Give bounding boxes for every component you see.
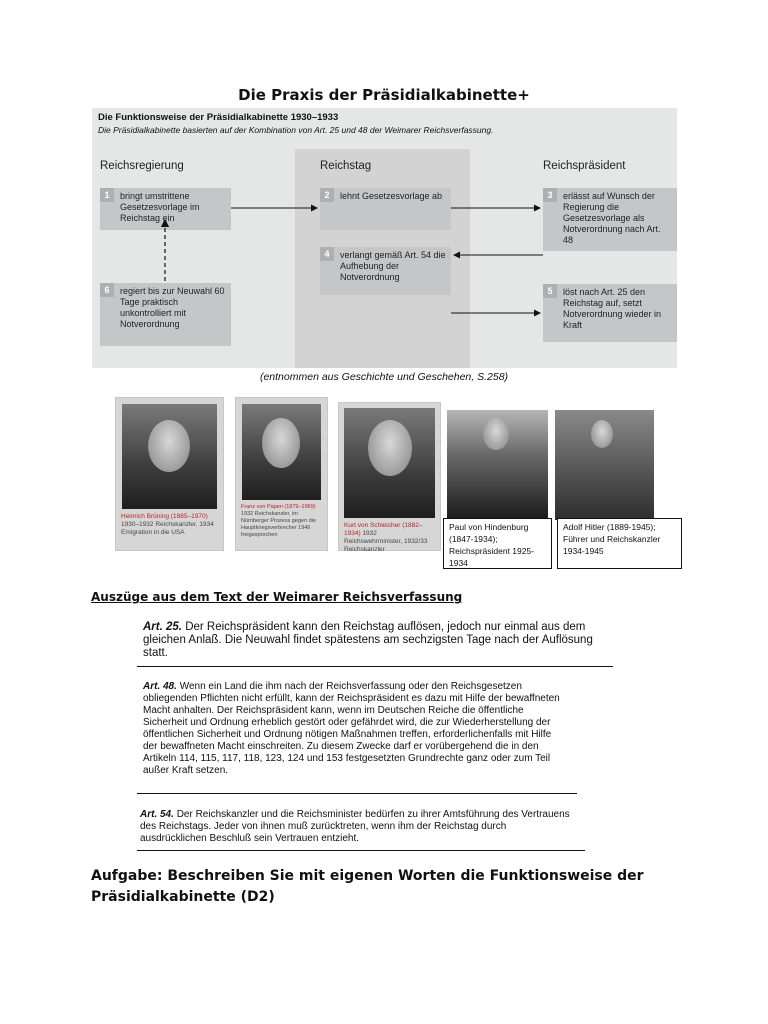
- divider: [137, 793, 577, 794]
- photo-text: 1932 Reichskanzler, im Nürnberger Prozess gegen die Hauptkriegsverbrecher 1946 freigesprochen: [241, 511, 316, 538]
- portrait-image: [122, 404, 217, 509]
- column-title-reichsregierung: Reichsregierung: [100, 160, 184, 172]
- photo-name: Franz von Papen: [241, 504, 283, 510]
- article-number: Art. 48.: [143, 681, 177, 692]
- column-title-reichstag: Reichstag: [320, 160, 372, 172]
- step-text: lehnt Gesetzesvorlage ab: [340, 191, 443, 201]
- label-hitler: Adolf Hitler (1889-1945); Führer und Reichskanzler 1934-1945: [557, 518, 682, 569]
- step-number: 5: [543, 284, 557, 298]
- divider: [137, 850, 585, 851]
- portrait-image: [242, 404, 321, 500]
- article-text: Der Reichspräsident kann den Reichstag auflösen, jedoch nur einmal aus dem gleichen Anlaß. Die Neuwahl findet spätestens am sechzigsten Tage nach der Auflösung statt.: [143, 621, 593, 659]
- step-text: regiert bis zur Neuwahl 60 Tage praktisch unkontrolliert mit Notverordnung: [120, 286, 225, 329]
- cabinet-diagram: [92, 108, 677, 368]
- photo-hitler: [555, 410, 654, 520]
- article-number: Art. 25.: [143, 621, 182, 633]
- article-number: Art. 54.: [140, 809, 174, 820]
- article-48: [143, 681, 568, 777]
- step-text: verlangt gemäß Art. 54 die Aufhebung der Notverordnung: [340, 250, 446, 282]
- photo-hindenburg: [447, 410, 548, 520]
- diagram-subtitle: Die Präsidialkabinette basierten auf der Kombination von Art. 25 und 48 der Weimarer Reichsverfassung.: [98, 125, 494, 135]
- article-54: [140, 809, 570, 845]
- divider: [137, 666, 613, 667]
- photo-years: (1879–1969): [284, 504, 316, 510]
- step-number: 1: [100, 188, 114, 202]
- photo-papen: [235, 397, 328, 551]
- step-text: löst nach Art. 25 den Reichstag auf, setzt Notverordnung wieder in Kraft: [563, 287, 662, 330]
- section-title: Auszüge aus dem Text der Weimarer Reichsverfassung: [91, 590, 463, 604]
- step-number: 4: [320, 247, 334, 261]
- step-text: bringt umstrittene Gesetzesvorlage im Reichstag ein: [120, 191, 200, 223]
- photo-name: Kurt von Schleicher: [344, 522, 401, 529]
- photo-text: 1930–1932 Reichskanzler, 1934 Emigration in die USA: [121, 521, 214, 536]
- photo-years: (1882–1934): [344, 522, 423, 537]
- diagram-arrows: [92, 108, 677, 368]
- photo-bruening: [115, 397, 224, 551]
- photo-schleicher: [338, 402, 441, 551]
- step-text: erlässt auf Wunsch der Regierung die Gesetzesvorlage als Notverordnung nach Art. 48: [563, 191, 661, 245]
- photo-years: (1885–1970): [170, 513, 208, 520]
- portrait-image: [344, 408, 435, 518]
- column-title-reichspraesident: Reichspräsident: [543, 160, 626, 172]
- step-number: 2: [320, 188, 334, 202]
- photo-text: 1932 Reichswehrminister, 1932/33 Reichskanzler: [344, 530, 428, 553]
- task-prompt: Aufgabe: Beschreiben Sie mit eigenen Worten die Funktionsweise der Präsidialkabinette (D2): [91, 868, 644, 905]
- article-text: Wenn ein Land die ihm nach der Reichsverfassung oder den Reichsgesetzen obliegenden Pflichten nicht erfüllt, kann der Reichspräsident es dazu mit Hilfe der bewaffneten Macht anhalten. Der Reichspräsident kann, wenn im Deutschen Reiche die öffentliche Sicherheit und Ordnung erheblich gestört oder gefährdet wird, die zur Wiederherstellung der öffentlichen Sicherheit und Ordnung nötigen Maßnahmen treffen, erforderlichenfalls mit Hilfe der bewaffneten Macht einschreiten. Zu diesem Zwecke darf er vorübergehend die in den Artikeln 114, 115, 117, 118, 123, 124 und 153 festgesetzten Grundrechte ganz oder zum Teil außer Kraft setzen.: [143, 681, 560, 776]
- diagram-heading: Die Funktionsweise der Präsidialkabinette 1930–1933: [98, 112, 339, 123]
- article-25: [143, 621, 611, 660]
- page-title: Die Praxis der Präsidialkabinette+: [238, 86, 530, 104]
- photo-name: Heinrich Brüning: [121, 513, 170, 520]
- article-text: Der Reichskanzler und die Reichsminister bedürfen zu ihrer Amtsführung des Vertrauens des Reichstags. Jeder von ihnen muß zurücktreten, wenn ihm der Reichstag durch ausdrücklichen Beschluß sein Vertrauen entzieht.: [140, 809, 570, 844]
- label-hindenburg: Paul von Hindenburg (1847-1934); Reichspräsident 1925-1934: [443, 518, 552, 569]
- step-number: 6: [100, 283, 114, 297]
- step-number: 3: [543, 188, 557, 202]
- diagram-caption: (entnommen aus Geschichte und Geschehen, S.258): [259, 371, 509, 383]
